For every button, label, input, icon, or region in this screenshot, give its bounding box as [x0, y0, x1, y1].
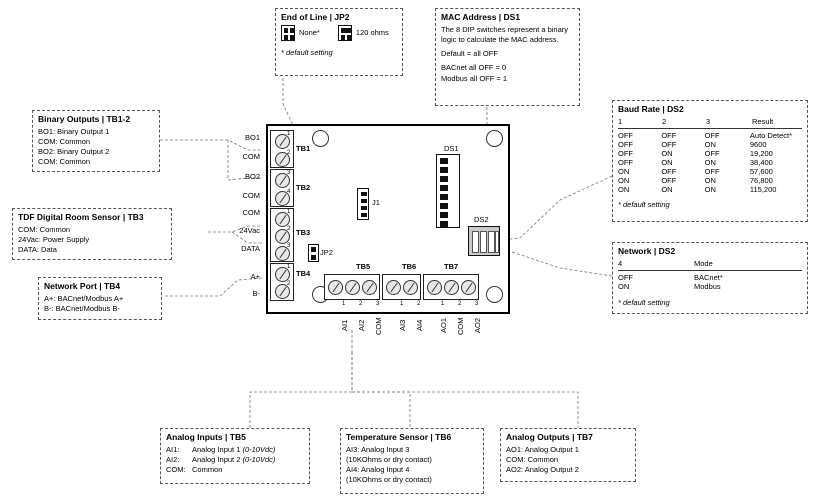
pin-label-bo1: BO1	[244, 133, 260, 142]
cell: OFF	[618, 131, 633, 140]
tb3-number-1: 1	[287, 209, 291, 215]
ai2-range: (0-10Vdc)	[242, 455, 276, 465]
bottom-label-ai1: AI1	[340, 319, 349, 331]
bo-line-3: BO2: Binary Output 2	[38, 147, 110, 157]
baud-hdr-1: 1	[618, 117, 623, 126]
cell: OFF	[661, 176, 677, 185]
callout-title: Binary Outputs | TB1-2	[38, 114, 131, 124]
network-table-rows	[618, 273, 737, 291]
cell: OFF	[618, 273, 633, 282]
bottom-label-ai2: AI2	[357, 319, 366, 331]
baud-hdr-2: 2	[662, 117, 667, 126]
j1-pin	[361, 213, 367, 217]
table-row	[618, 140, 802, 149]
bo-line-4: COM: Common	[38, 157, 91, 167]
ds2-dip-switch[interactable]	[468, 226, 500, 256]
cell: ON	[618, 185, 630, 194]
ds2-switch-1[interactable]	[472, 231, 479, 253]
ai1-range: (0-10Vdc)	[242, 445, 276, 454]
ds2-switch-3[interactable]	[488, 231, 495, 253]
cell: ON	[704, 176, 716, 185]
cell: ON	[704, 140, 716, 149]
tb4-number-2: 2	[287, 281, 291, 287]
screw-terminal[interactable]	[328, 280, 343, 295]
cell: OFF	[618, 158, 633, 167]
tb1-number-1: 1	[287, 131, 291, 137]
table-row	[618, 167, 802, 176]
np-line-1: A+: BACnet/Modbus A+	[44, 294, 124, 303]
ds1-switch-1[interactable]	[440, 158, 448, 164]
tb6-num-2: 2	[417, 301, 421, 307]
cell: OFF	[661, 167, 677, 176]
callout-title: Baud Rate | DS2	[618, 104, 684, 114]
tb6-label: TB6	[402, 262, 417, 271]
mounting-hole-top-left	[312, 130, 329, 147]
screw-terminal[interactable]	[427, 280, 442, 295]
baud-rate-table	[618, 117, 783, 126]
pin-label-com-3: COM	[242, 208, 260, 217]
ao-line-2: COM: Common	[506, 455, 559, 465]
jp2-jumper[interactable]	[308, 244, 319, 262]
cell: OFF	[661, 140, 677, 149]
tdf-line-1: COM: Common	[18, 225, 71, 234]
controller-board	[266, 124, 510, 314]
cell: BACnet*	[694, 273, 723, 282]
jp2-120ohms-icon	[338, 25, 352, 41]
ds1-switch-5[interactable]	[440, 194, 448, 200]
tb6-num-1: 1	[400, 301, 404, 307]
callout-analog-inputs	[160, 428, 310, 484]
cell: 115,200	[749, 185, 777, 194]
mounting-hole-bottom-right	[486, 286, 503, 303]
tb1-number-2: 2	[287, 150, 291, 156]
cell: ON	[661, 149, 673, 158]
ds1-switch-7[interactable]	[440, 212, 448, 218]
j1-label: J1	[372, 198, 380, 207]
ai-line-3	[166, 465, 304, 475]
ai1-key: AI1:	[166, 445, 180, 454]
callout-title: Network | DS2	[618, 246, 676, 256]
screw-terminal[interactable]	[461, 280, 476, 295]
table-row	[618, 158, 802, 167]
pin-label-com-2: COM	[242, 191, 260, 200]
cell: ON	[661, 185, 673, 194]
callout-title: Network Port | TB4	[44, 281, 121, 291]
tb2-label: TB2	[296, 183, 311, 192]
callout-title: End of Line | JP2	[281, 12, 350, 22]
ai-line-2	[166, 455, 304, 465]
ts-line-1: AI3: Analog Input 3	[346, 445, 410, 454]
terminal-block-tb6[interactable]	[382, 274, 421, 300]
divider	[618, 127, 802, 129]
cell: OFF	[704, 131, 720, 140]
cell: 57,600	[749, 167, 773, 176]
screw-terminal[interactable]	[362, 280, 377, 295]
tb2-number-4: 4	[287, 189, 291, 195]
jp2-label: JP2	[320, 248, 333, 257]
callout-title: Analog Inputs | TB5	[166, 432, 246, 442]
callout-title: TDF Digital Room Sensor | TB3	[18, 212, 144, 222]
baud-rate-rows	[618, 131, 802, 194]
network-table-header	[618, 259, 727, 268]
screw-terminal[interactable]	[444, 280, 459, 295]
j1-pin	[361, 199, 367, 203]
pin-label-com-1: COM	[242, 152, 260, 161]
callout-tdf-room-sensor	[12, 208, 172, 260]
tb2-number-3: 3	[287, 170, 291, 176]
mounting-hole-top-right	[486, 130, 503, 147]
mac-default: Default = all OFF	[441, 49, 498, 59]
bottom-label-com-2: COM	[456, 317, 465, 335]
ai1-desc: Analog Input 1	[192, 445, 241, 454]
cell: OFF	[618, 140, 633, 149]
callout-network-ds2	[612, 242, 808, 314]
table-row	[618, 282, 737, 291]
ts-line-4: (10KOhms or dry contact)	[346, 475, 432, 485]
jp2-none-label: None*	[299, 27, 320, 37]
com-desc: Common	[192, 465, 223, 475]
terminal-block-tb1[interactable]	[270, 130, 294, 168]
j1-pin	[361, 206, 367, 210]
screw-terminal[interactable]	[386, 280, 401, 295]
callout-title: MAC Address | DS1	[441, 12, 521, 22]
callout-mac-address	[435, 8, 580, 106]
cell: OFF	[661, 131, 677, 140]
jp2-pin	[311, 255, 316, 260]
divider	[618, 269, 802, 271]
callout-temperature-sensor	[340, 428, 484, 494]
cell: Auto Detect*	[749, 131, 792, 140]
cell: ON	[618, 167, 630, 176]
baud-hdr-3: 3	[706, 117, 711, 126]
com-key: COM:	[166, 465, 186, 475]
callout-baud-rate	[612, 100, 808, 222]
bottom-label-ai4: AI4	[415, 319, 424, 331]
callout-network-port	[38, 277, 162, 320]
bottom-label-com-1: COM	[374, 317, 383, 335]
tdf-line-3: DATA: Data	[18, 245, 57, 255]
jp2-options	[281, 25, 397, 41]
cell: Modbus	[694, 282, 721, 291]
bottom-label-ai3: AI3	[398, 319, 407, 331]
ds1-dip-switch[interactable]	[436, 154, 460, 228]
pin-label-aplus: A+	[250, 272, 260, 281]
jp2-none-icon	[281, 25, 295, 41]
ai2-key: AI2:	[166, 455, 180, 465]
cell: ON	[618, 282, 630, 291]
ds2-label: DS2	[474, 215, 489, 224]
table-row	[618, 149, 802, 158]
ds2-switch-2[interactable]	[480, 231, 487, 253]
tb1-label: TB1	[296, 144, 311, 153]
ai-line-1	[166, 445, 304, 455]
pin-label-24vac: 24Vac	[239, 226, 260, 235]
jp2-120ohms-label: 120 ohms	[355, 27, 389, 37]
pin-label-data: DATA	[241, 244, 260, 253]
ao-line-3: AO2: Analog Output 2	[506, 465, 579, 475]
terminal-block-tb2[interactable]	[270, 169, 294, 207]
j1-pin	[361, 192, 367, 196]
cell: ON	[661, 158, 673, 167]
tdf-line-2: 24Vac: Power Supply	[18, 235, 90, 245]
table-row	[618, 185, 802, 194]
tb3-number-2: 2	[287, 226, 291, 232]
jp2-default-note: * default setting	[281, 48, 333, 57]
cell: 38,400	[749, 158, 773, 167]
table-header-row	[618, 259, 727, 268]
ai2-desc: Analog Input 2	[192, 455, 241, 465]
tb7-label: TB7	[444, 262, 459, 271]
terminal-block-tb3[interactable]	[270, 208, 294, 262]
tb5-num-1: 1	[342, 301, 346, 307]
tb5-num-2: 2	[359, 301, 363, 307]
ds2-switch-4[interactable]	[495, 231, 499, 253]
cell: 9600	[749, 140, 767, 149]
table-row	[618, 273, 737, 282]
callout-binary-outputs	[32, 110, 160, 172]
terminal-block-tb5[interactable]	[324, 274, 380, 300]
table-row	[618, 176, 802, 185]
cell: OFF	[704, 149, 720, 158]
bo-line-2: COM: Common	[38, 137, 91, 147]
ds1-label: DS1	[444, 144, 459, 153]
terminal-block-tb7[interactable]	[423, 274, 479, 300]
ts-line-2: (10KOhms or dry contact)	[346, 455, 432, 465]
cell: ON	[618, 176, 630, 185]
cell: 76,800	[749, 176, 773, 185]
screw-terminal[interactable]	[403, 280, 418, 295]
callout-end-of-line	[275, 8, 403, 76]
cell: ON	[704, 185, 716, 194]
mac-line-2: logic to calculate the MAC address.	[441, 35, 559, 45]
table-row	[618, 131, 802, 140]
callout-title: Temperature Sensor | TB6	[346, 432, 452, 442]
network-default-note: * default setting	[618, 298, 670, 307]
net-hdr-1: 4	[618, 259, 623, 268]
tb7-num-1: 1	[441, 301, 445, 307]
tb4-label: TB4	[296, 269, 311, 278]
ds1-switch-3[interactable]	[440, 176, 448, 182]
pin-label-bo2: BO2	[244, 172, 260, 181]
tb4-number-1: 1	[287, 264, 291, 270]
cell: 19,200	[749, 149, 773, 158]
tb5-label: TB5	[356, 262, 371, 271]
bo-line-1: BO1: Binary Output 1	[38, 127, 110, 136]
ds1-switch-8[interactable]	[440, 221, 448, 227]
mac-modbus: Modbus all OFF = 1	[441, 73, 508, 83]
bottom-label-ao2: AO2	[473, 317, 482, 333]
terminal-block-tb4[interactable]	[270, 263, 294, 301]
ds1-switch-6[interactable]	[440, 203, 448, 209]
ds1-switch-4[interactable]	[440, 185, 448, 191]
jp2-pin	[311, 247, 316, 252]
cell: OFF	[618, 149, 633, 158]
bottom-label-ao1: AO1	[439, 317, 448, 333]
cell: OFF	[704, 167, 720, 176]
net-hdr-2: Mode	[694, 259, 713, 268]
pin-label-bminus: B-	[252, 289, 260, 298]
callout-title: Analog Outputs | TB7	[506, 432, 593, 442]
np-line-2: B-: BACnet/Modbus B-	[44, 304, 120, 314]
cell: ON	[704, 158, 716, 167]
ds1-switch-2[interactable]	[440, 167, 448, 173]
ao-line-1: AO1: Analog Output 1	[506, 445, 579, 454]
tb7-num-2: 2	[458, 301, 462, 307]
callout-analog-outputs	[500, 428, 636, 482]
j1-header[interactable]	[357, 188, 369, 220]
tb5-num-3: 3	[376, 301, 380, 307]
baud-hdr-4: Result	[752, 117, 774, 126]
tb3-number-3: 3	[287, 243, 291, 249]
screw-terminal[interactable]	[345, 280, 360, 295]
mac-line-1: The 8 DIP switches represent a binary	[441, 25, 569, 34]
table-header-row	[618, 117, 783, 126]
tb3-label: TB3	[296, 228, 311, 237]
tb7-num-3: 3	[475, 301, 479, 307]
ts-line-3: AI4: Analog Input 4	[346, 465, 410, 475]
mac-bacnet: BACnet all OFF = 0	[441, 63, 507, 73]
baud-default-note: * default setting	[618, 200, 670, 209]
